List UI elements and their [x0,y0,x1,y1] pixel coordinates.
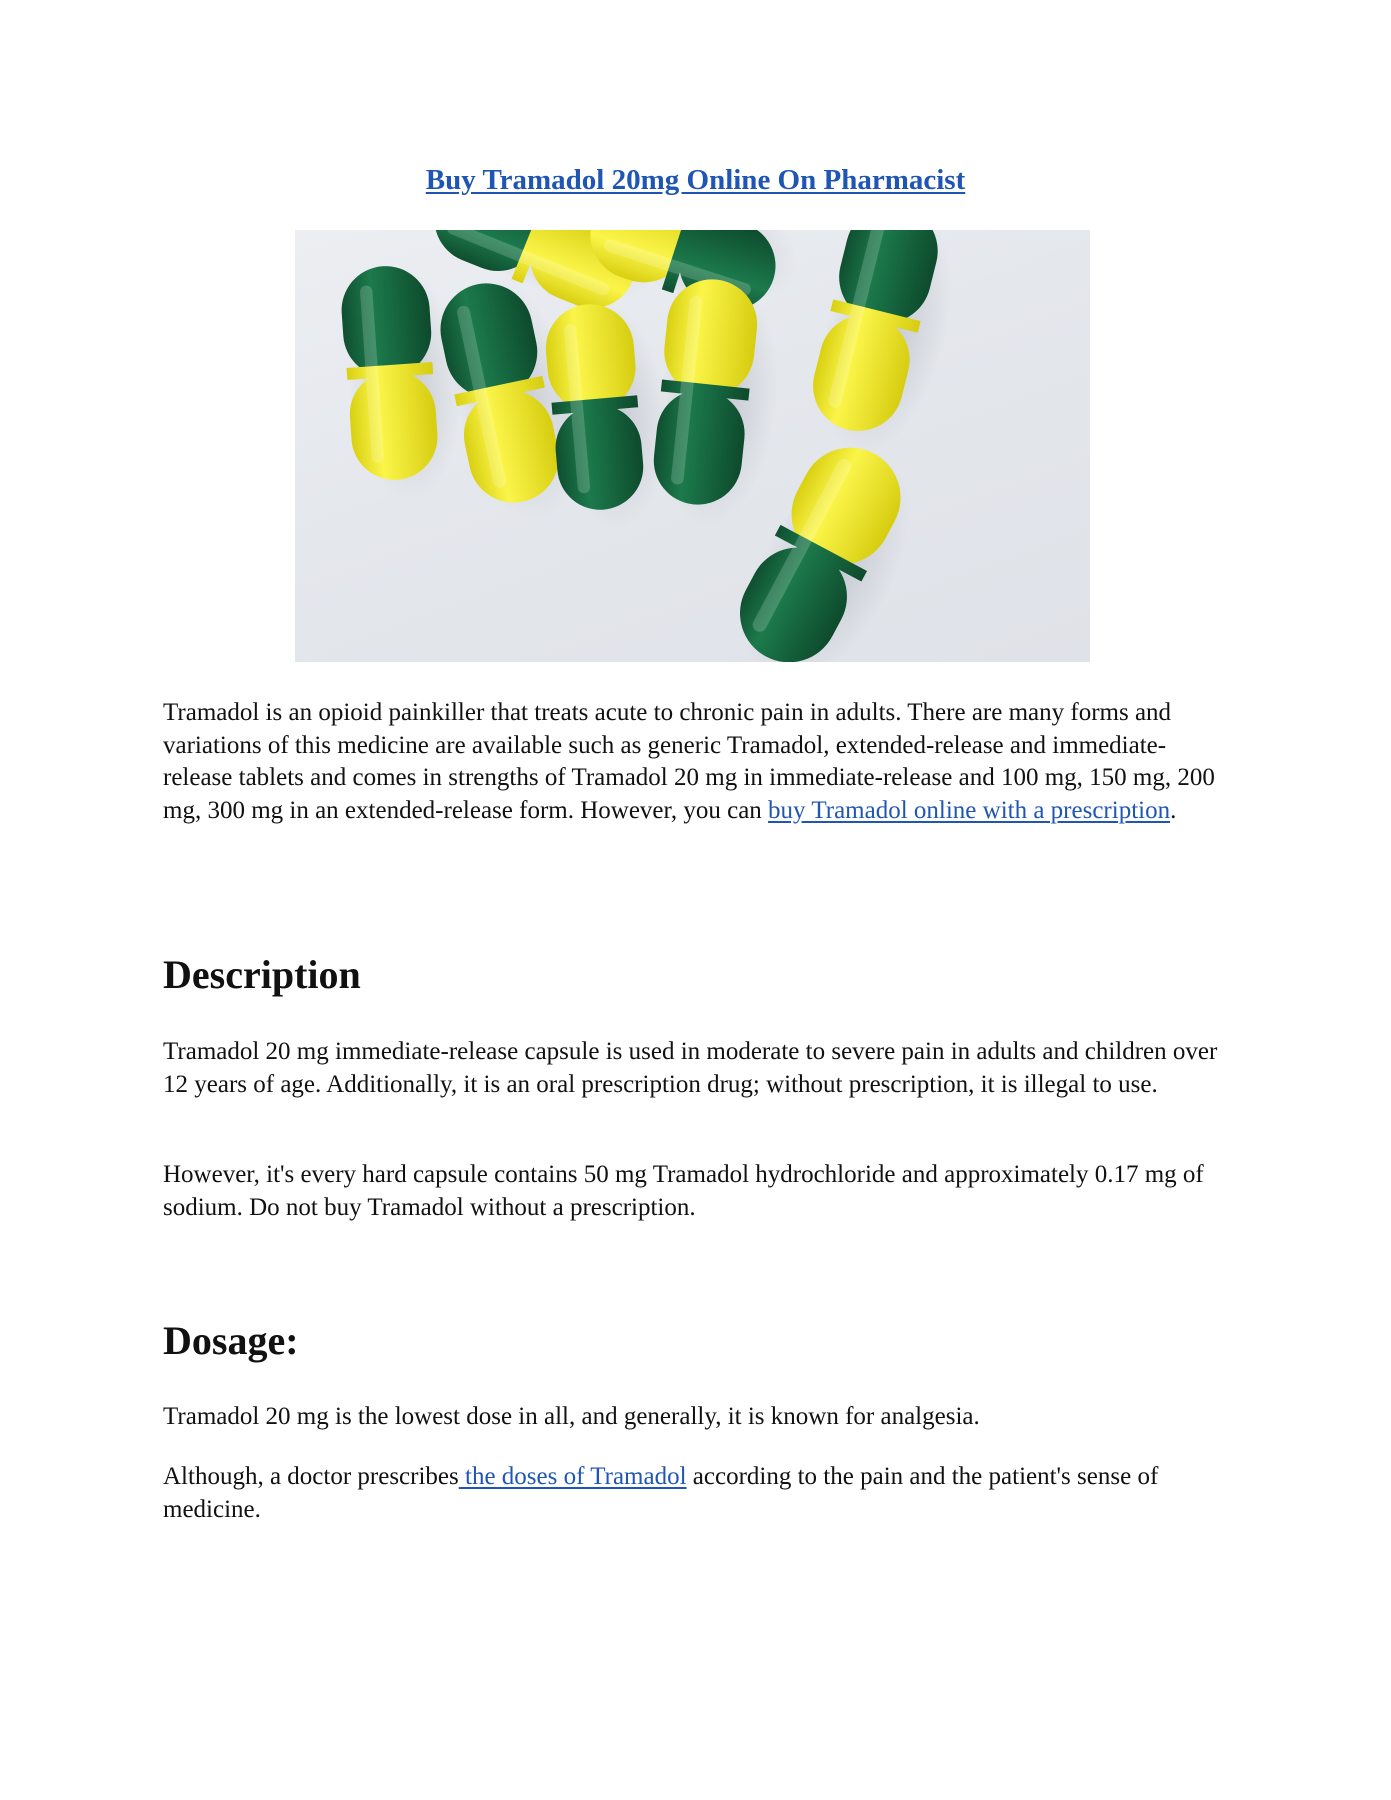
dosage-paragraph-2 [163,1461,1228,1526]
capsule [646,274,789,534]
dosage-text: Although, a doctor prescribes [163,1463,459,1490]
capsule [339,261,470,504]
dosage-text-end: according to the pain and the patient's sense of medicine. [163,1463,1159,1523]
title-link[interactable]: Buy Tramadol 20mg Online On Pharmacist [425,164,966,196]
intro-text: Tramadol is an opioid painkiller that treats acute to chronic pain in adults. There are many forms and variations of this medicine are available such as generic Tramadol, extended-release and immediate-release tablets and comes in strengths of Tramadol 20 mg in immediate-release and 100 mg, 150 mg, 200 mg, 300 mg in an extended-release form. However, you can [163,699,1215,824]
capsule [797,230,974,468]
page-title [0,162,1391,198]
intro-text-end: . [1170,796,1177,824]
description-paragraph-1: Tramadol 20 mg immediate-release capsule is used in moderate to severe pain in adults and children over 12 years of age. Additionally, it is an oral prescription drug; without prescription, it is illegal to use. [163,1038,1218,1098]
buy-tramadol-link[interactable]: buy Tramadol online with a prescription [768,796,1171,824]
capsules-illustration [295,230,1090,662]
intro-paragraph [163,697,1228,827]
description-paragraph-2: However, it's every hard capsule contains 50 mg Tramadol hydrochloride and approximately 0.17 mg of sodium. Do not buy Tramadol without a prescription. [163,1161,1204,1221]
doses-of-tramadol-link[interactable]: the doses of Tramadol [458,1463,687,1490]
dosage-heading: Dosage: [163,1318,299,1363]
capsules-photo [295,230,1090,662]
dosage-paragraph-1: Tramadol 20 mg is the lowest dose in all, and generally, it is known for analgesia. [163,1403,980,1430]
description-heading: Description [163,952,361,997]
